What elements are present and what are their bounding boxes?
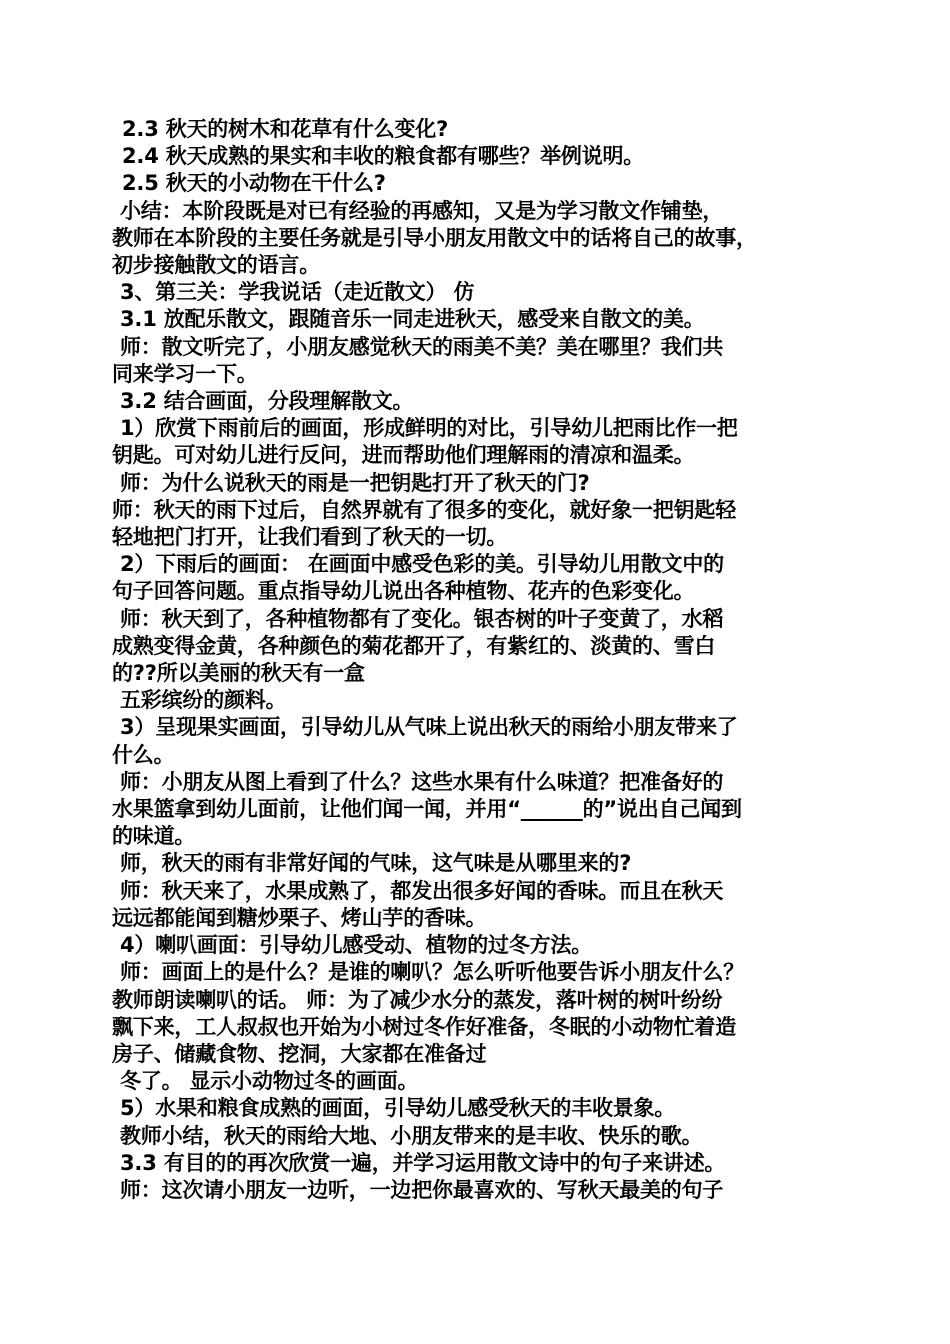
text-line: 2.3 秋天的树木和花草有什么变化? [122,117,449,141]
text-line: 房子、储藏食物、挖洞，大家都在准备过 [112,1041,487,1066]
text-line: 教师小结，秋天的雨给大地、小朋友带来的是丰收、快乐的歌。 [120,1123,703,1148]
text-line: 轻地把门打开，让我们看到了秋天的一切。 [112,525,508,550]
text-line: 3.1 放配乐散文，跟随音乐一同走进秋天，感受来自散文的美。 [120,307,705,332]
text-line: 五彩缤纷的颜料。 [120,688,287,713]
text-line: 的??所以美丽的秋天有一盒 [112,661,365,686]
text-line: 远远都能闻到糖炒栗子、烤山芋的香味。 [112,905,487,930]
text-line: 师：小朋友从图上看到了什么？这些水果有什么味道？把准备好的 [120,769,724,794]
text-line: 的味道。 [112,824,196,849]
text-line: 3、第三关：学我说话（走近散文） 仿 [120,280,475,305]
text-line: 3）呈现果实画面，引导幼儿从气味上说出秋天的雨给小朋友带来了 [120,715,738,740]
text-line: 句子回答问题。重点指导幼儿说出各种植物、花卉的色彩变化。 [112,579,695,604]
text-line: 2.5 秋天的小动物在干什么? [122,171,386,196]
text-line: 教师在本阶段的主要任务就是引导小朋友用散文中的话将自己的故事， [112,225,757,250]
text-line: 钥匙。可对幼儿进行反问，进而帮助他们理解雨的清凉和温柔。 [112,443,695,468]
text-line: 2.4 秋天成熟的果实和丰收的粮食都有哪些？举例说明。 [122,144,645,169]
text-line: 师，秋天的雨有非常好闻的气味，这气味是从哪里来的? [120,851,632,876]
text-line: 初步接触散文的语言。 [112,253,320,278]
text-line: 成熟变得金黄，各种颜色的菊花都开了，有紫红的、淡黄的、雪白 [112,633,716,658]
text-line: 飘下来，工人叔叔也开始为小树过冬作好准备，冬眠的小动物忙着造 [112,1014,736,1039]
text-line: 师：为什么说秋天的雨是一把钥匙打开了秋天的门? [120,470,590,495]
text-line: 师：秋天来了，水果成熟了，都发出很多好闻的香味。而且在秋天 [120,878,724,903]
text-line: 1）欣赏下雨前后的画面，形成鲜明的对比，引导幼儿把雨比作一把 [120,416,738,441]
text-line: 师：画面上的是什么？是谁的喇叭？怎么听听他要告诉小朋友什么？ [120,960,744,985]
text-line: 3.2 结合画面，分段理解散文。 [120,389,414,414]
text-line: 5）水果和粮食成熟的画面，引导幼儿感受秋天的丰收景象。 [120,1096,676,1121]
text-line: 什么。 [112,742,175,767]
text-line: 2）下雨后的画面： 在画面中感受色彩的美。引导幼儿用散文中的 [120,552,724,577]
text-line: 教师朗读喇叭的话。 师：为了减少水分的蒸发，落叶树的树叶纷纷 [112,987,723,1012]
text-line: 3.3 有目的的再次欣赏一遍，并学习运用散文诗中的句子来讲述。 [120,1150,726,1175]
text-line: 师：秋天的雨下过后，自然界就有了很多的变化，就好象一把钥匙轻 [112,497,736,522]
text-line: 冬了。 显示小动物过冬的画面。 [120,1069,419,1094]
text-line: 4）喇叭画面：引导幼儿感受动、植物的过冬方法。 [120,933,593,958]
text-line: 师：散文听完了，小朋友感觉秋天的雨美不美？美在哪里？我们共 [120,334,724,359]
text-line: 师：秋天到了，各种植物都有了变化。银杏树的叶子变黄了，水稻 [120,606,724,631]
document-page [112,116,842,1204]
text-line: 同来学习一下。 [112,361,258,386]
text-line: 小结：本阶段既是对已有经验的再感知，又是为学习散文作铺垫， [120,198,724,223]
text-line: 水果篮拿到幼儿面前，让他们闻一闻，并用“______的”说出自己闻到 [112,797,742,822]
text-line: 师：这次请小朋友一边听，一边把你最喜欢的、写秋天最美的句子 [120,1177,724,1202]
